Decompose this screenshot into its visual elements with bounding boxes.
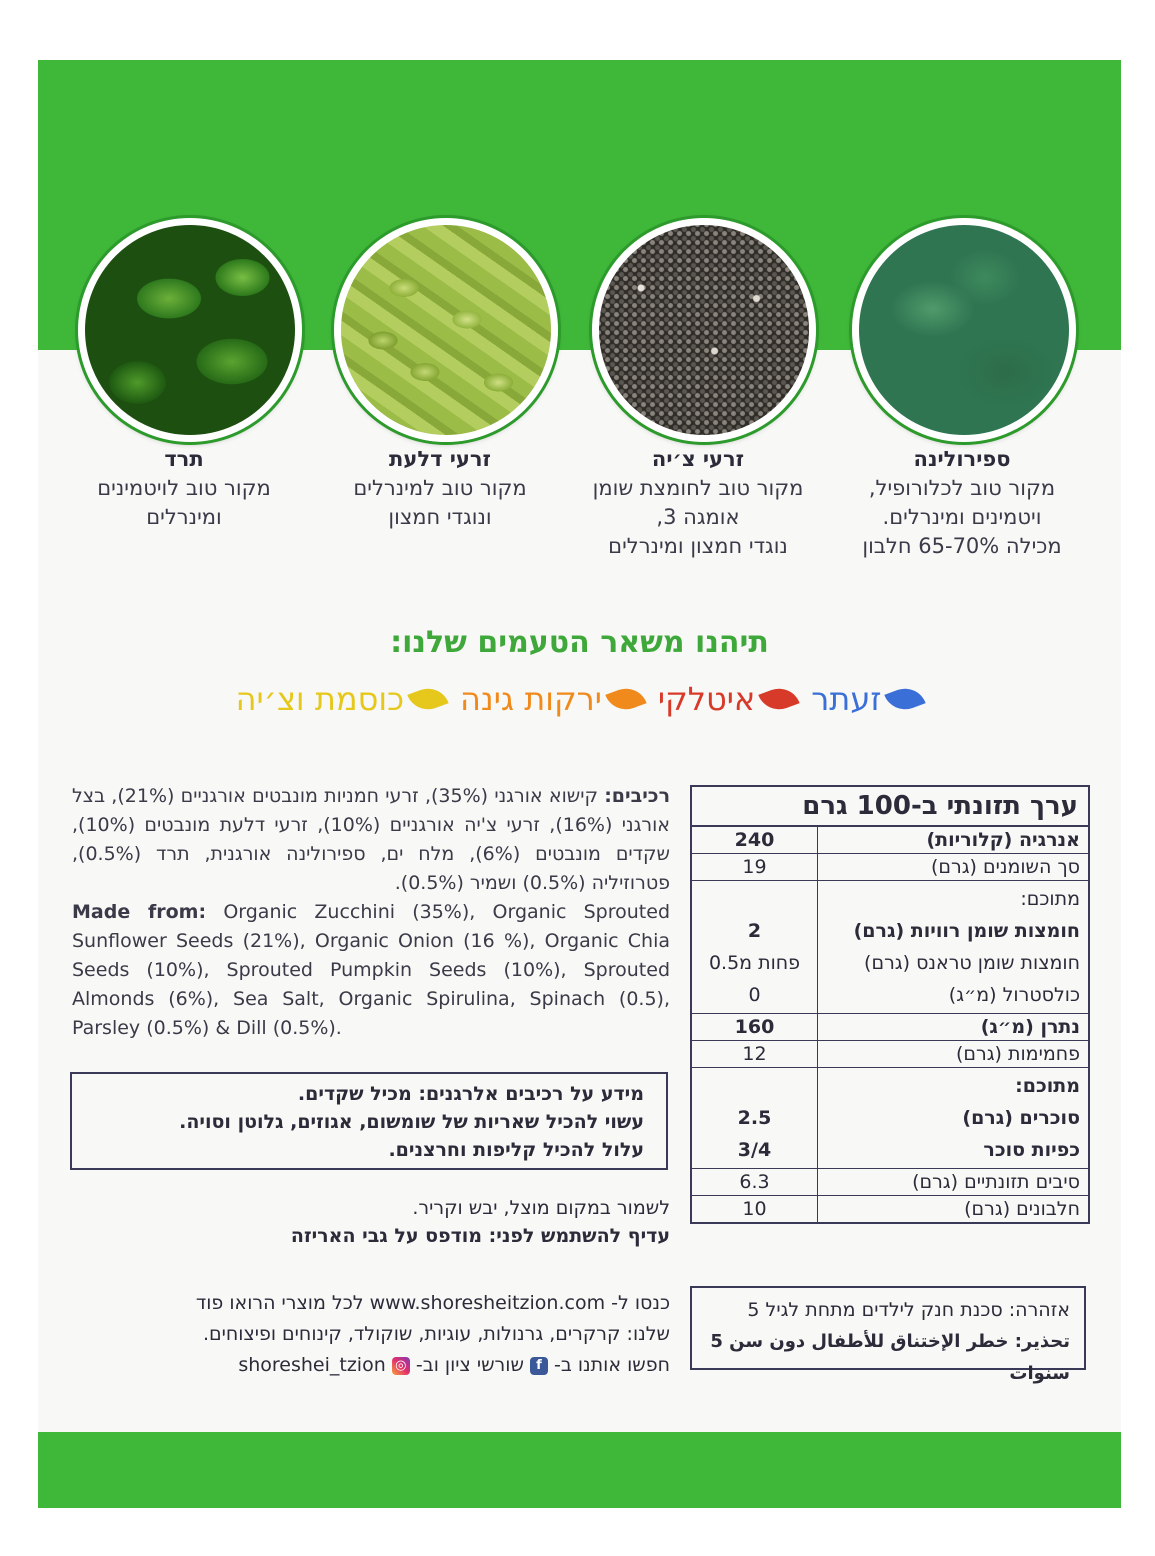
social-line: חפשו אותנו ב- f שורשי ציון וב- ◎ shoreshei_tzion (238, 1354, 670, 1376)
chia-description: זרעי צ׳יה מקור טוב לחומצת שומן אומגה 3, נוגדי חמצון ומינרלים (592, 447, 804, 558)
spinach-description: תרד מקור טוב לויטמינים ומינרלים (97, 447, 271, 529)
table-row: פחמימות (גרם) 12 (692, 1041, 1088, 1068)
leaf-icon (605, 683, 646, 716)
leaf-icon (759, 683, 800, 716)
instagram-handle[interactable]: shoreshei_tzion (238, 1354, 386, 1376)
spirulina-image (852, 218, 1076, 442)
chia-seeds-image (592, 218, 816, 442)
contact-info: כנסו ל- www.shoresheitzion.com לכל מוצרי הרואו פוד שלנו: קרקרים, גרנולות, עוגיות, שוקולד, קינוחים ופיצוחים. חפשו אותנו ב- f שורשי ציון וב- ◎ shoreshei_tzion (72, 1288, 670, 1381)
nutrition-title: ערך תזונתי ב-100 גרם (692, 787, 1088, 827)
table-row: נתרן (מ״ג) 160 (692, 1014, 1088, 1041)
flavor-garden-vegetables: ירקות גינה (460, 680, 644, 718)
facebook-icon[interactable]: f (530, 1357, 548, 1375)
spinach-image (78, 218, 302, 442)
bottom-green-band (38, 1432, 1121, 1508)
choking-warning-box: אזהרה: סכנת חנק לילדים מתחת לגיל 5 تحذير: خطر الإختناق للأطفال دون سن 5 سنوات (690, 1286, 1086, 1370)
flavor-italian: איטלקי (658, 680, 797, 718)
ingredients-english: Made from: Organic Zucchini (35%), Organic Sprouted Sunflower Seeds (21%), Organic Onion (16 %), Organic Chia Seeds (10%), Sprouted Pumpkin Seeds (10%), Sprouted Almonds (6%), Sea Salt, Organic Spirulina, Spinach (0.5), Parsley (0.5%) & Dill (0.5%). (72, 901, 671, 1039)
flavor-buckwheat-chia: כוסמת וצ׳יה (236, 680, 446, 718)
leaf-icon (407, 683, 448, 716)
table-row-group: מתוכם: סוכרים (גרם) כפיות סוכר 2.5 3/4 (692, 1068, 1088, 1169)
table-row: סך השומנים (גרם) 19 (692, 854, 1088, 881)
leaf-icon (885, 683, 926, 716)
nutrition-table (690, 785, 1090, 1224)
flavors-title: תיהנו משאר הטעמים שלנו: (390, 625, 769, 660)
package-back-panel (38, 60, 1121, 1508)
flavor-zaatar: זעתר (811, 680, 923, 718)
table-row: אנרגיה (קלוריות) 240 (692, 827, 1088, 854)
pumpkin-description: זרעי דלעת מקור טוב למינרלים ונוגדי חמצון (353, 447, 527, 529)
ingredients-hebrew: רכיבים: קישוא אורגני (35%), זרעי חמניות מונבטים אורגניים (21%), בצל אורגני (16%), זרעי צ'יה אורגניים (10%), זרעי דלעת מונבטים (10%), שקדים מונבטים (6%), מלח ים, ספירולינה אורגנית, תרד (0.5%), פטרוזיליה (0.5%) ושמיר (0.5%). (72, 785, 671, 894)
storage-instructions: לשמור במקום מוצל, יבש וקריר. עדיף להשתמש לפני: מודפס על גבי האריזה (290, 1197, 670, 1247)
spirulina-description: ספירולינה מקור טוב לכלורופיל, ויטמינים ומינרלים. מכילה 65-70% חלבון (862, 447, 1062, 558)
table-row: סיבים תזונתיים (גרם) 6.3 (692, 1169, 1088, 1196)
table-row: חלבונים (גרם) 10 (692, 1196, 1088, 1222)
table-row-group: מתוכם: חומצות שומן רוויות (גרם) חומצות שומן טראנס (גרם) כולסטרול (מ״ג) 2 פחות מ0.5 0 (692, 881, 1088, 1014)
allergen-box: מידע על רכיבים אלרגנים: מכיל שקדים. עשוי להכיל שאריות של שומשום, אגוזים, גלוטן וסויה. עלול להכיל קליפות וחרצנים. (70, 1072, 668, 1170)
pumpkin-seeds-image (334, 218, 558, 442)
instagram-icon[interactable]: ◎ (392, 1357, 410, 1375)
flavors-list (38, 680, 1121, 718)
